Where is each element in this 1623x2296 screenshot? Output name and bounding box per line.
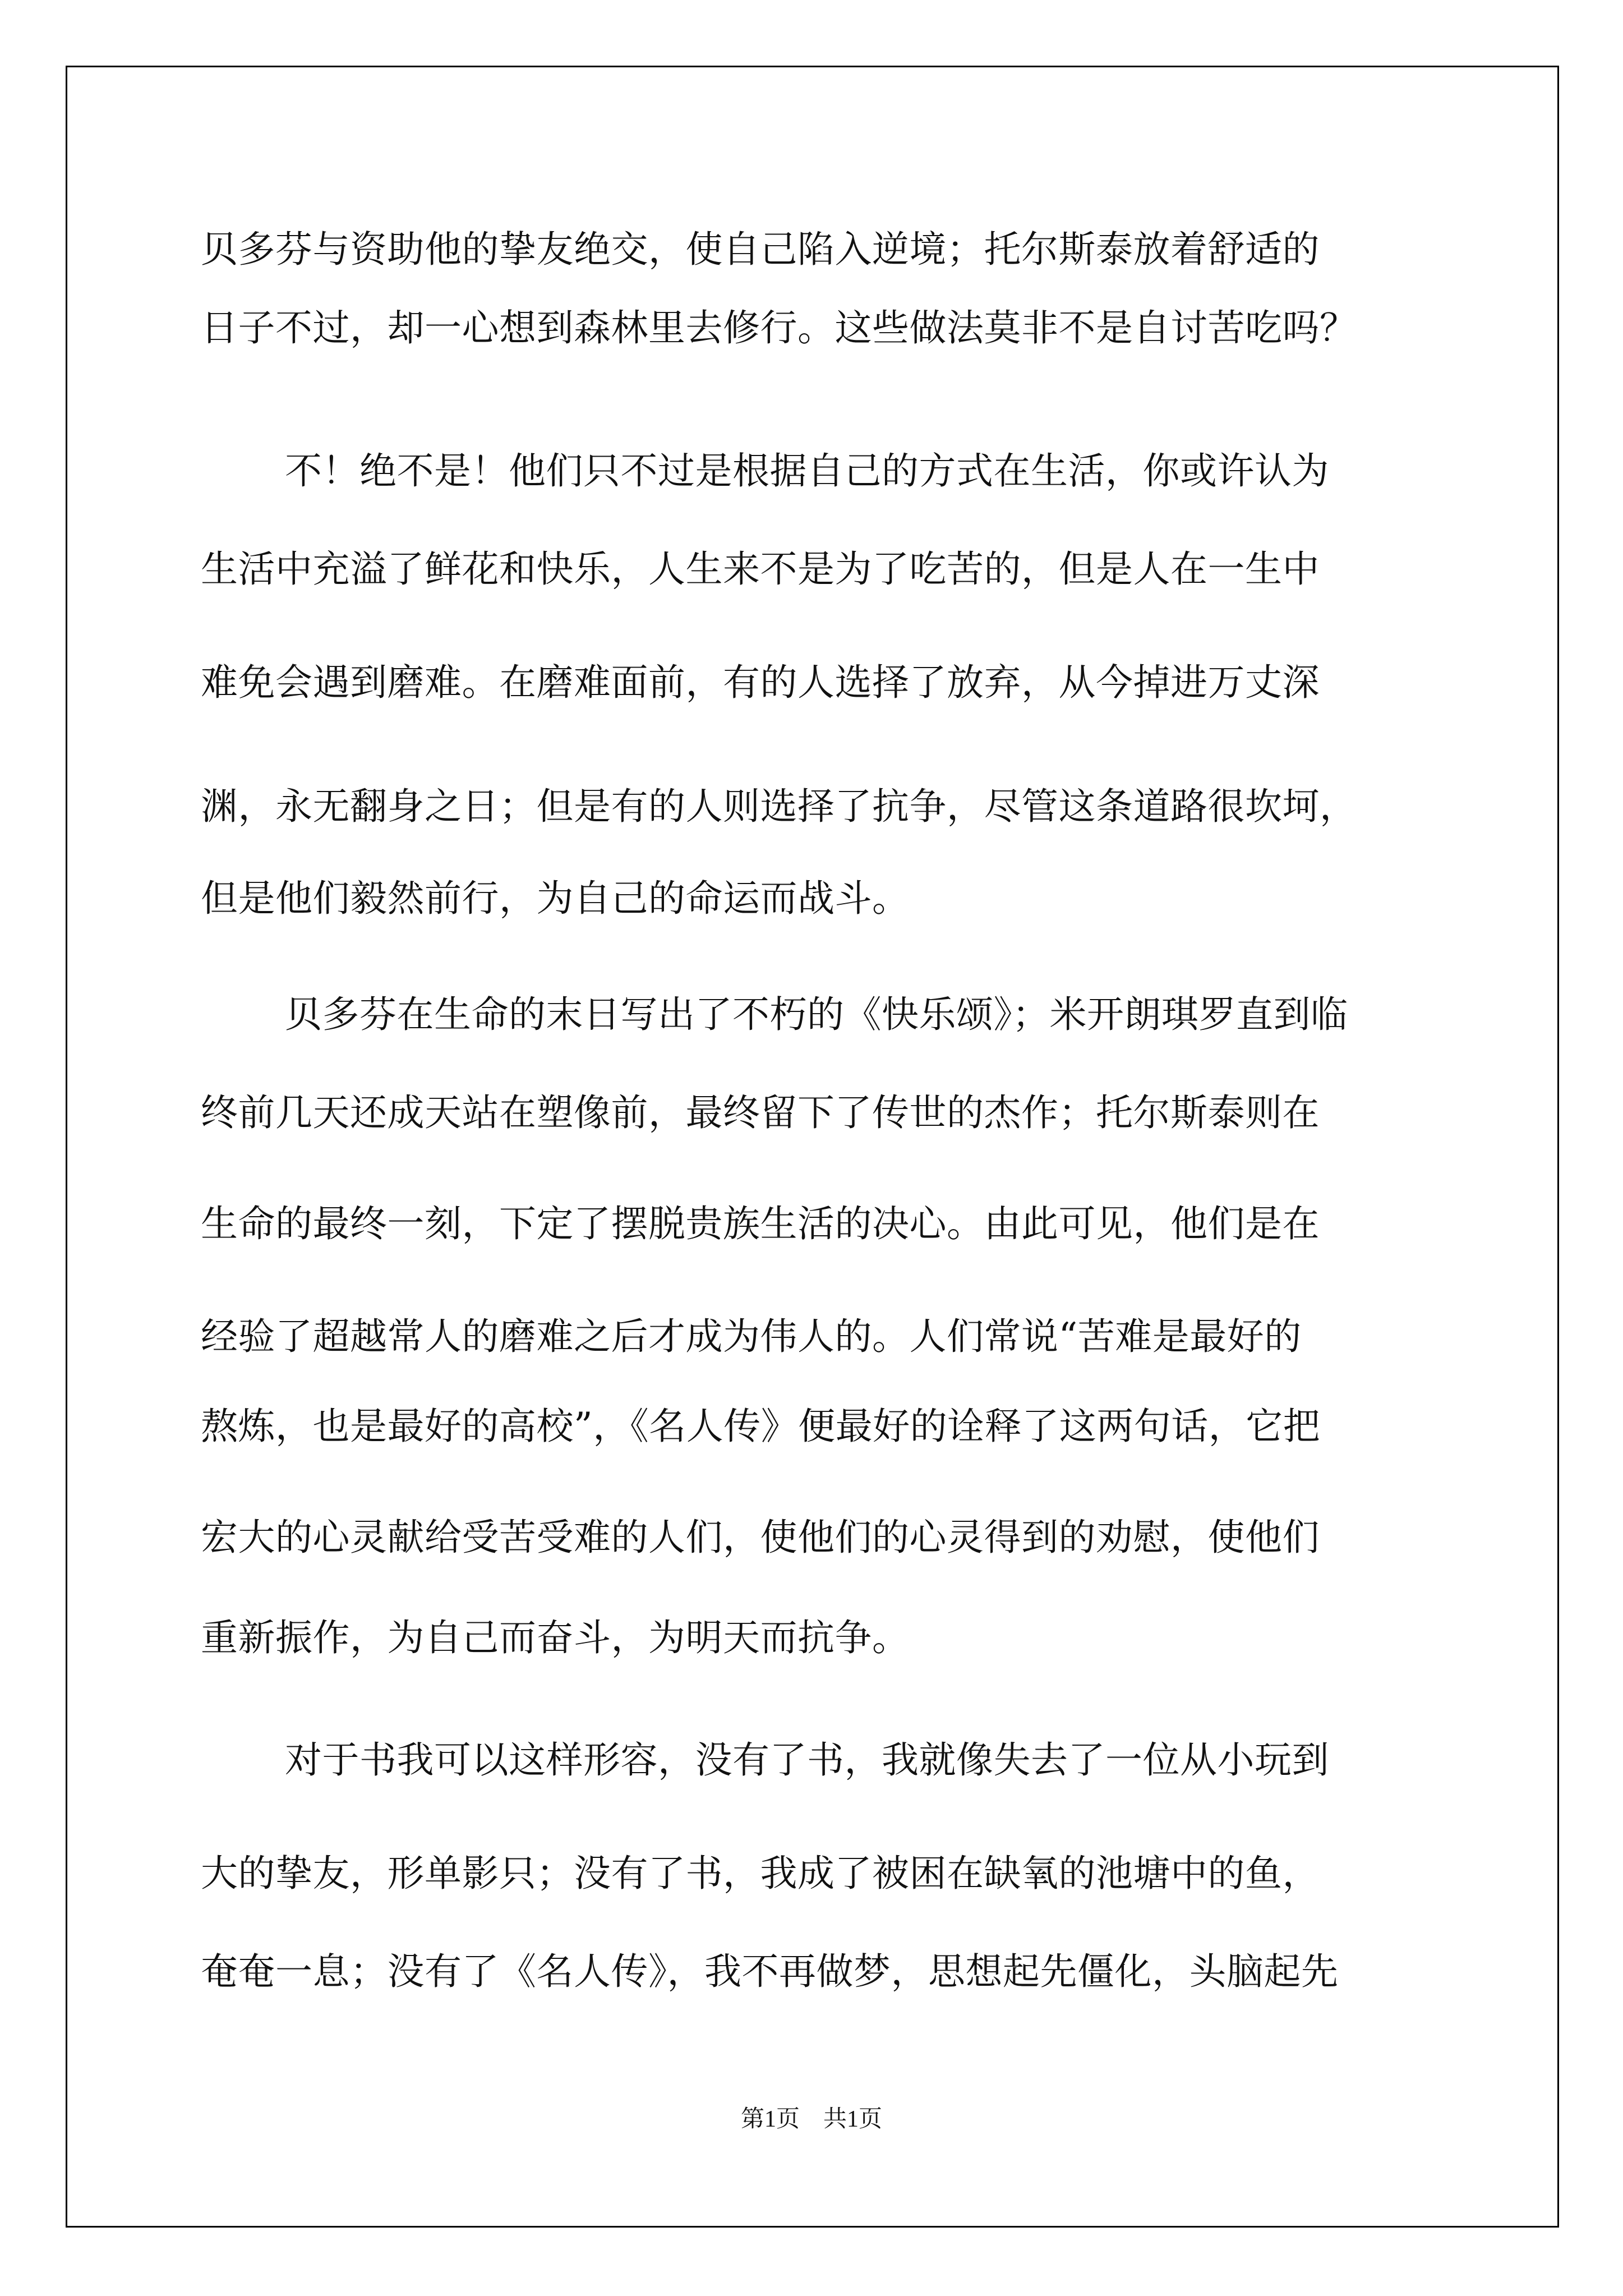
paragraph-2-line-2: 生活中充溢了鲜花和快乐，人生来不是为了吃苦的，但是人在一生中 bbox=[201, 547, 1320, 591]
page-border bbox=[66, 66, 1559, 2228]
paragraph-3-line-2: 终前几天还成天站在塑像前，最终留下了传世的杰作；托尔斯泰则在 bbox=[201, 1091, 1320, 1134]
page-number-footer: 第1页 共1页 bbox=[740, 2106, 882, 2132]
paragraph-3-line-1: 贝多芬在生命的末日写出了不朽的《快乐颂》；米开朗琪罗直到临 bbox=[285, 993, 1348, 1036]
paragraph-2-line-1: 不！绝不是！他们只不过是根据自己的方式在生活，你或许认为 bbox=[285, 449, 1329, 493]
paragraph-4-line-2: 大的挚友，形单影只；没有了书，我成了被困在缺氧的池塘中的鱼， bbox=[201, 1852, 1320, 1895]
paragraph-3-line-4: 经验了超越常人的磨难之后才成为伟人的。人们常说“苦难是最好的 bbox=[201, 1315, 1302, 1358]
paragraph-2-line-3: 难免会遇到磨难。在磨难面前，有的人选择了放弃，从今掉进万丈深 bbox=[201, 661, 1320, 704]
paragraph-1-line-2: 日子不过，却一心想到森林里去修行。这些做法莫非不是自讨苦吃吗？ bbox=[201, 306, 1357, 349]
paragraph-4-line-1: 对于书我可以这样形容，没有了书，我就像失去了一位从小玩到 bbox=[285, 1738, 1329, 1782]
paragraph-3-line-3: 生命的最终一刻，下定了摆脱贵族生活的决心。由此可见，他们是在 bbox=[201, 1202, 1320, 1245]
paragraph-3-line-5: 熬炼，也是最好的高校”，《名人传》便最好的诠释了这两句话，它把 bbox=[201, 1405, 1321, 1448]
paragraph-4-line-3: 奄奄一息；没有了《名人传》，我不再做梦，思想起先僵化，头脑起先 bbox=[201, 1950, 1339, 1993]
paragraph-3-line-6: 宏大的心灵献给受苦受难的人们，使他们的心灵得到的劝慰，使他们 bbox=[201, 1516, 1320, 1559]
paragraph-2-line-5: 但是他们毅然前行，为自己的命运而战斗。 bbox=[201, 877, 910, 920]
paragraph-3-line-7: 重新振作，为自己而奋斗，为明天而抗争。 bbox=[201, 1616, 910, 1659]
paragraph-2-line-4: 渊，永无翻身之日；但是有的人则选择了抗争，尽管这条道路很坎坷， bbox=[201, 785, 1357, 828]
paragraph-1-line-1: 贝多芬与资助他的挚友绝交，使自己陷入逆境；托尔斯泰放着舒适的 bbox=[201, 228, 1320, 271]
